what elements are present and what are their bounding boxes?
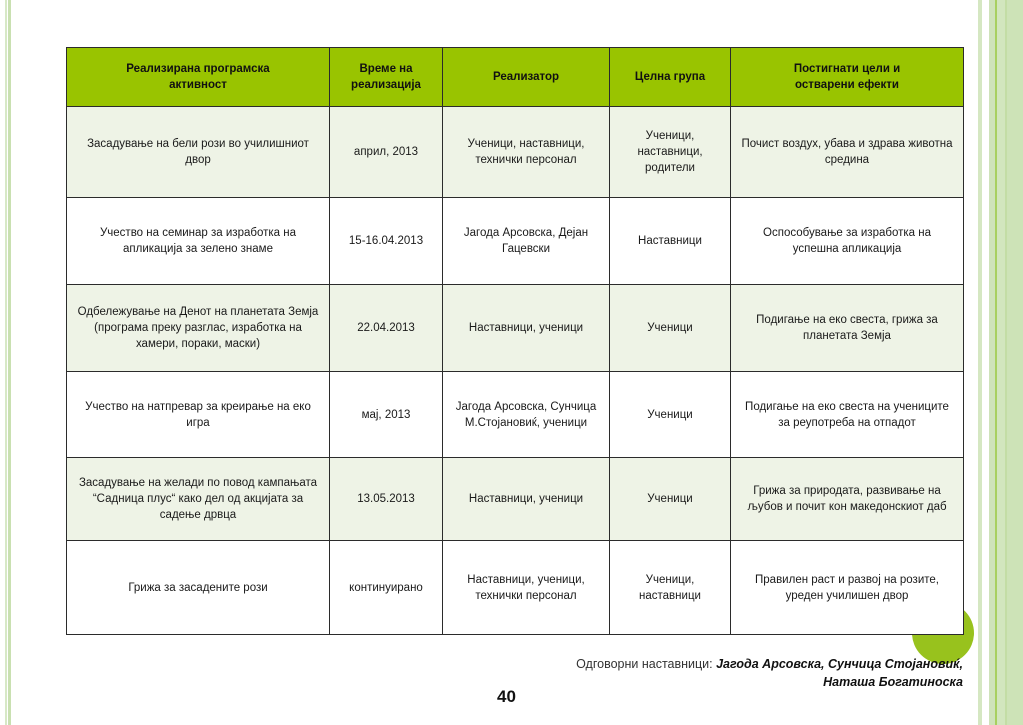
header-activity-label: Реализирана програмска активност bbox=[126, 63, 270, 91]
cell-text: Засадување на желади по повод кампањата “Садница плус“ како дел од акцијата за садење дрвца bbox=[78, 477, 318, 521]
cell-text: Учество на семинар за изработка на апликација за зелено знаме bbox=[99, 227, 296, 255]
cell-text: Одбележување на Денот на планетата Земја (програма преку разглас, изработка на хамери, пораки, маски) bbox=[77, 306, 319, 350]
cell-text: Наставници bbox=[638, 235, 702, 247]
table-row bbox=[67, 107, 964, 198]
cell-target-group bbox=[610, 285, 731, 372]
responsible-line-1 bbox=[576, 655, 963, 673]
responsible-names-2: Наташа Богатиноска bbox=[823, 675, 963, 689]
cell-text: Наставници, ученици bbox=[468, 322, 584, 334]
cell-text: Ученици bbox=[647, 408, 693, 421]
cell-time bbox=[330, 458, 443, 541]
cell-time bbox=[330, 285, 443, 372]
cell-time bbox=[330, 372, 443, 458]
cell-target-group bbox=[610, 107, 731, 198]
table-row bbox=[67, 285, 964, 372]
header-time-label: Време на реализација bbox=[351, 63, 421, 91]
cell-text: Ученици bbox=[647, 322, 693, 334]
cell-activity bbox=[67, 372, 330, 458]
responsible-teachers bbox=[576, 655, 963, 691]
cell-effects bbox=[731, 372, 964, 458]
cell-effects bbox=[731, 198, 964, 285]
activities-table bbox=[66, 47, 964, 635]
table-row bbox=[67, 458, 964, 541]
cell-text: Правилен раст и развој на розите, уреден училишен двор bbox=[755, 573, 939, 602]
cell-activity bbox=[67, 198, 330, 285]
responsible-label: Одговорни наставници: bbox=[576, 657, 717, 671]
cell-text: Ученици bbox=[647, 493, 693, 505]
cell-text: Наставници, ученици bbox=[468, 493, 584, 505]
cell-activity bbox=[67, 107, 330, 198]
cell-text: Јагода Арсовска, Сунчица М.Стојановиќ, ученици bbox=[455, 400, 597, 429]
cell-effects bbox=[731, 458, 964, 541]
cell-implementer bbox=[443, 458, 610, 541]
cell-text: континуирано bbox=[349, 581, 423, 594]
cell-implementer bbox=[443, 541, 610, 635]
cell-target-group bbox=[610, 541, 731, 635]
header-target-group-label: Целна група bbox=[634, 71, 706, 83]
header-implementer bbox=[443, 48, 610, 107]
header-target-group bbox=[610, 48, 731, 107]
cell-implementer bbox=[443, 372, 610, 458]
cell-target-group bbox=[610, 198, 731, 285]
responsible-names-1: Јагода Арсовска, Сунчица Стојановиќ, bbox=[716, 657, 963, 671]
cell-text: 22.04.2013 bbox=[357, 322, 415, 334]
cell-effects bbox=[731, 541, 964, 635]
left-decorative-stripes bbox=[0, 0, 14, 725]
cell-text: 13.05.2013 bbox=[357, 493, 415, 505]
cell-text: Засадување на бели рози во училишниот двор bbox=[87, 138, 309, 166]
cell-activity bbox=[67, 541, 330, 635]
page-number: 40 bbox=[497, 687, 516, 706]
table-row bbox=[67, 541, 964, 635]
table-row bbox=[67, 372, 964, 458]
cell-text: Ученици, наставници bbox=[639, 573, 701, 602]
cell-implementer bbox=[443, 198, 610, 285]
cell-effects bbox=[731, 107, 964, 198]
cell-text: Подигање на еко свеста, грижа за планетата Земја bbox=[756, 314, 938, 342]
cell-text: Наставници, ученици, технички персонал bbox=[467, 573, 585, 602]
table-header-row bbox=[67, 48, 964, 107]
table-row bbox=[67, 198, 964, 285]
stripe bbox=[982, 0, 989, 725]
cell-effects bbox=[731, 285, 964, 372]
cell-text: 15-16.04.2013 bbox=[348, 235, 424, 247]
cell-target-group bbox=[610, 458, 731, 541]
cell-text: Ученици, наставници, технички персонал bbox=[467, 138, 585, 166]
cell-text: Грижа за природата, развивање на љубов и почит кон македонскиот даб bbox=[747, 485, 947, 513]
cell-activity bbox=[67, 285, 330, 372]
cell-time bbox=[330, 541, 443, 635]
header-time bbox=[330, 48, 443, 107]
stripe bbox=[1007, 0, 1023, 725]
cell-text: Оспособување за изработка на успешна апликација bbox=[763, 227, 931, 255]
header-implementer-label: Реализатор bbox=[492, 71, 560, 83]
header-effects-label: Постигнати цели и остварени ефекти bbox=[793, 63, 901, 91]
cell-time bbox=[330, 198, 443, 285]
cell-text: Подигање на еко свеста на учениците за реупотреба на отпадот bbox=[745, 400, 949, 429]
cell-text: април, 2013 bbox=[353, 146, 419, 158]
cell-text: Ученици, наставници, родители bbox=[637, 130, 703, 174]
stripe bbox=[5, 0, 7, 725]
cell-text: Јагода Арсовска, Дејан Гацевски bbox=[463, 227, 589, 255]
header-effects bbox=[731, 48, 964, 107]
cell-text: Учество на натпревар за креирање на еко игра bbox=[85, 400, 311, 429]
cell-text: Почист воздух, убава и здрава животна средина bbox=[741, 138, 953, 166]
stripe bbox=[997, 0, 1005, 725]
right-decorative-stripes bbox=[978, 0, 1023, 725]
cell-implementer bbox=[443, 107, 610, 198]
cell-target-group bbox=[610, 372, 731, 458]
stripe bbox=[8, 0, 11, 725]
header-activity bbox=[67, 48, 330, 107]
cell-implementer bbox=[443, 285, 610, 372]
cell-activity bbox=[67, 458, 330, 541]
cell-text: мај, 2013 bbox=[361, 408, 411, 421]
cell-text: Грижа за засадените рози bbox=[128, 581, 268, 594]
cell-time bbox=[330, 107, 443, 198]
